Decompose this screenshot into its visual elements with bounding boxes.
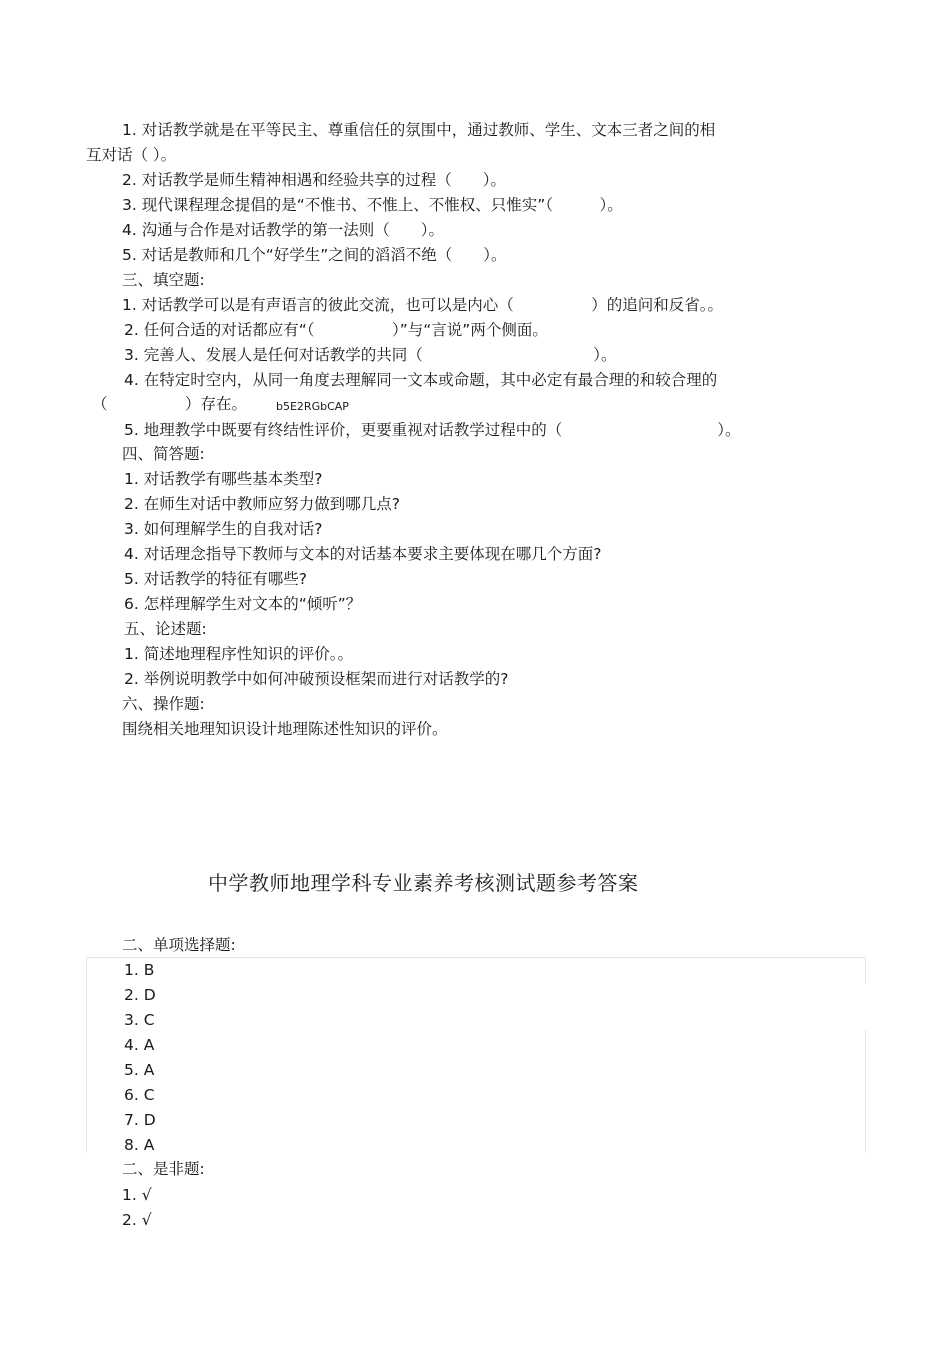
judgment-question-4: 4. 沟通与合作是对话教学的第一法则（ ）。 [122, 221, 444, 239]
choice-answer-2: 2. D [124, 986, 156, 1004]
judgment-question-1: 1. 对话教学就是在平等民主、尊重信任的氛围中，通过教师、学生、文本三者之间的相 [122, 121, 716, 139]
choice-answer-5: 5. A [124, 1061, 155, 1079]
fill-blank-item-1: 1. 对话教学可以是有声语言的彼此交流，也可以是内心（ ）的追问和反省。。 [122, 296, 723, 314]
essay-heading: 五、论述题: [124, 620, 207, 638]
fill-blank-heading: 三、填空题: [122, 271, 205, 289]
choice-answer-1: 1. B [124, 961, 155, 979]
judgment-question-3: 3. 现代课程理念提倡的是“不惟书、不惟上、不惟权、只惟实”（ ）。 [122, 196, 623, 214]
tf-answer-1: 1. √ [122, 1186, 152, 1204]
watermark-code: b5E2RGbCAP [276, 400, 349, 413]
choice-answer-7: 7. D [124, 1111, 156, 1129]
short-answer-heading: 四、简答题: [122, 445, 205, 463]
fill-blank-item-3: 3. 完善人、发展人是任何对话教学的共同（ ）。 [124, 346, 617, 364]
answer-box-right-border-bottom [865, 1030, 866, 1153]
choice-answer-4: 4. A [124, 1036, 155, 1054]
short-answer-item-1: 1. 对话教学有哪些基本类型? [124, 470, 323, 488]
short-answer-item-5: 5. 对话教学的特征有哪些? [124, 570, 307, 588]
essay-item-1: 1. 简述地理程序性知识的评价。。 [124, 645, 353, 663]
judgment-question-1-cont: 互对话（ ）。 [86, 146, 177, 164]
fill-blank-item-2: 2. 任何合适的对话都应有“（ ）”与“言说”两个侧面。 [124, 321, 548, 339]
short-answer-item-4: 4. 对话理念指导下教师与文本的对话基本要求主要体现在哪几个方面? [124, 545, 602, 563]
short-answer-item-6: 6. 怎样理解学生对文本的“倾听”？ [124, 595, 362, 613]
judgment-question-5: 5. 对话是教师和几个“好学生”之间的滔滔不绝（ ）。 [122, 246, 507, 264]
choice-answer-6: 6. C [124, 1086, 155, 1104]
answer-key-title: 中学教师地理学科专业素养考核测试题参考答案 [208, 871, 639, 895]
fill-blank-item-5: 5. 地理教学中既要有终结性评价，更要重视对话教学过程中的（ ）。 [124, 421, 741, 439]
operation-heading: 六、操作题: [122, 695, 205, 713]
choice-answer-3: 3. C [124, 1011, 155, 1029]
essay-item-2: 2. 举例说明教学中如何冲破预设框架而进行对话教学的? [124, 670, 509, 688]
fill-blank-item-4: 4. 在特定时空内，从同一角度去理解同一文本或命题，其中必定有最合理的和较合理的 [124, 371, 718, 389]
tf-answer-2: 2. √ [122, 1211, 152, 1229]
short-answer-item-3: 3. 如何理解学生的自我对话? [124, 520, 323, 538]
tf-answers-heading: 二、是非题: [122, 1160, 205, 1178]
answer-box-left-border [86, 957, 87, 1153]
operation-text: 围绕相关地理知识设计地理陈述性知识的评价。 [122, 720, 448, 738]
short-answer-item-2: 2. 在师生对话中教师应努力做到哪几点? [124, 495, 400, 513]
choice-answer-8: 8. A [124, 1136, 155, 1154]
answer-box-right-border-top [865, 957, 866, 983]
choice-answers-heading: 二、单项选择题: [122, 936, 236, 954]
answer-box-top-border [86, 957, 866, 958]
judgment-question-2: 2. 对话教学是师生精神相遇和经验共享的过程（ ）。 [122, 171, 506, 189]
fill-blank-item-4-cont: （ ）存在。 [92, 395, 248, 413]
